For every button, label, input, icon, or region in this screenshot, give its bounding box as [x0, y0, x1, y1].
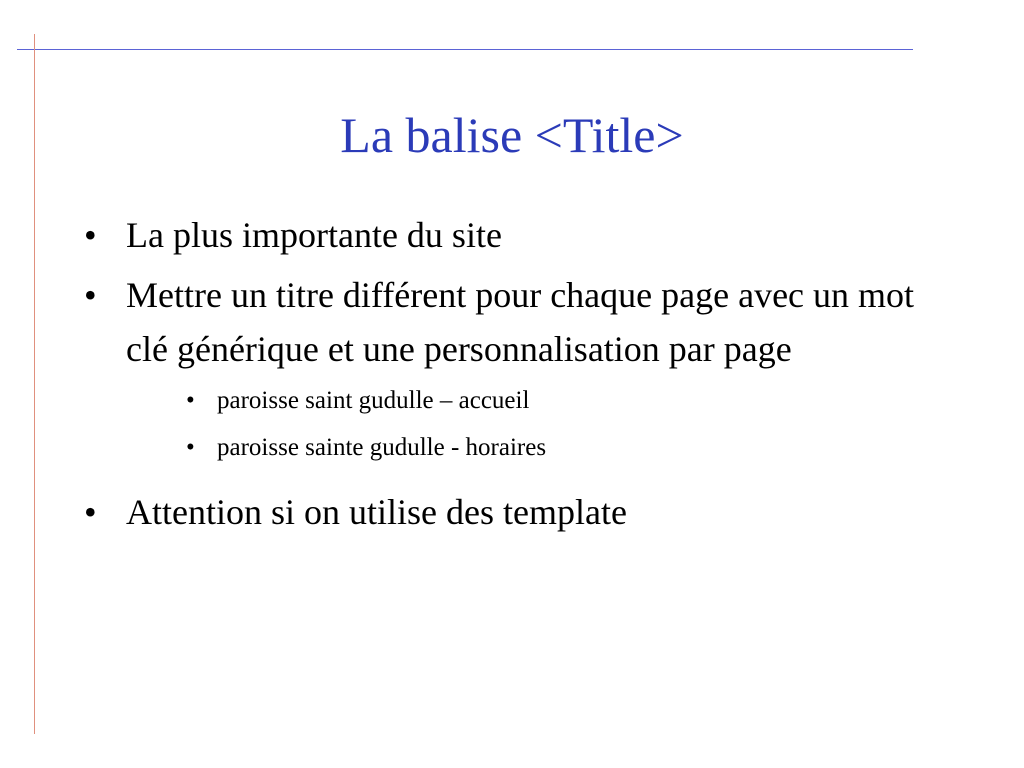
- bullet-item: [84, 485, 924, 539]
- bullet-dot-icon: •: [84, 492, 97, 532]
- bullet-item: [84, 208, 924, 262]
- bullet-text: Mettre un titre différent pour chaque page avec un mot clé générique et une personnalisation par page: [126, 275, 915, 369]
- sub-bullet-text: paroisse sainte gudulle - horaires: [217, 434, 547, 461]
- bullet-text: Attention si on utilise des template: [126, 492, 627, 532]
- bullet-list: [84, 208, 924, 545]
- bullet-item: [84, 268, 924, 376]
- sub-bullet-item: [84, 382, 924, 420]
- bullet-text: La plus importante du site: [126, 215, 502, 255]
- sub-bullet-item: [84, 429, 924, 467]
- slide-title: La balise <Title>: [340, 107, 684, 163]
- sub-bullet-text: paroisse saint gudulle – accueil: [217, 387, 530, 414]
- bullet-dot-icon: •: [84, 215, 97, 255]
- sub-bullet-dot-icon: •: [186, 434, 195, 461]
- sub-bullet-dot-icon: •: [186, 387, 195, 414]
- bullet-dot-icon: •: [84, 275, 97, 315]
- horizontal-rule: [17, 49, 913, 50]
